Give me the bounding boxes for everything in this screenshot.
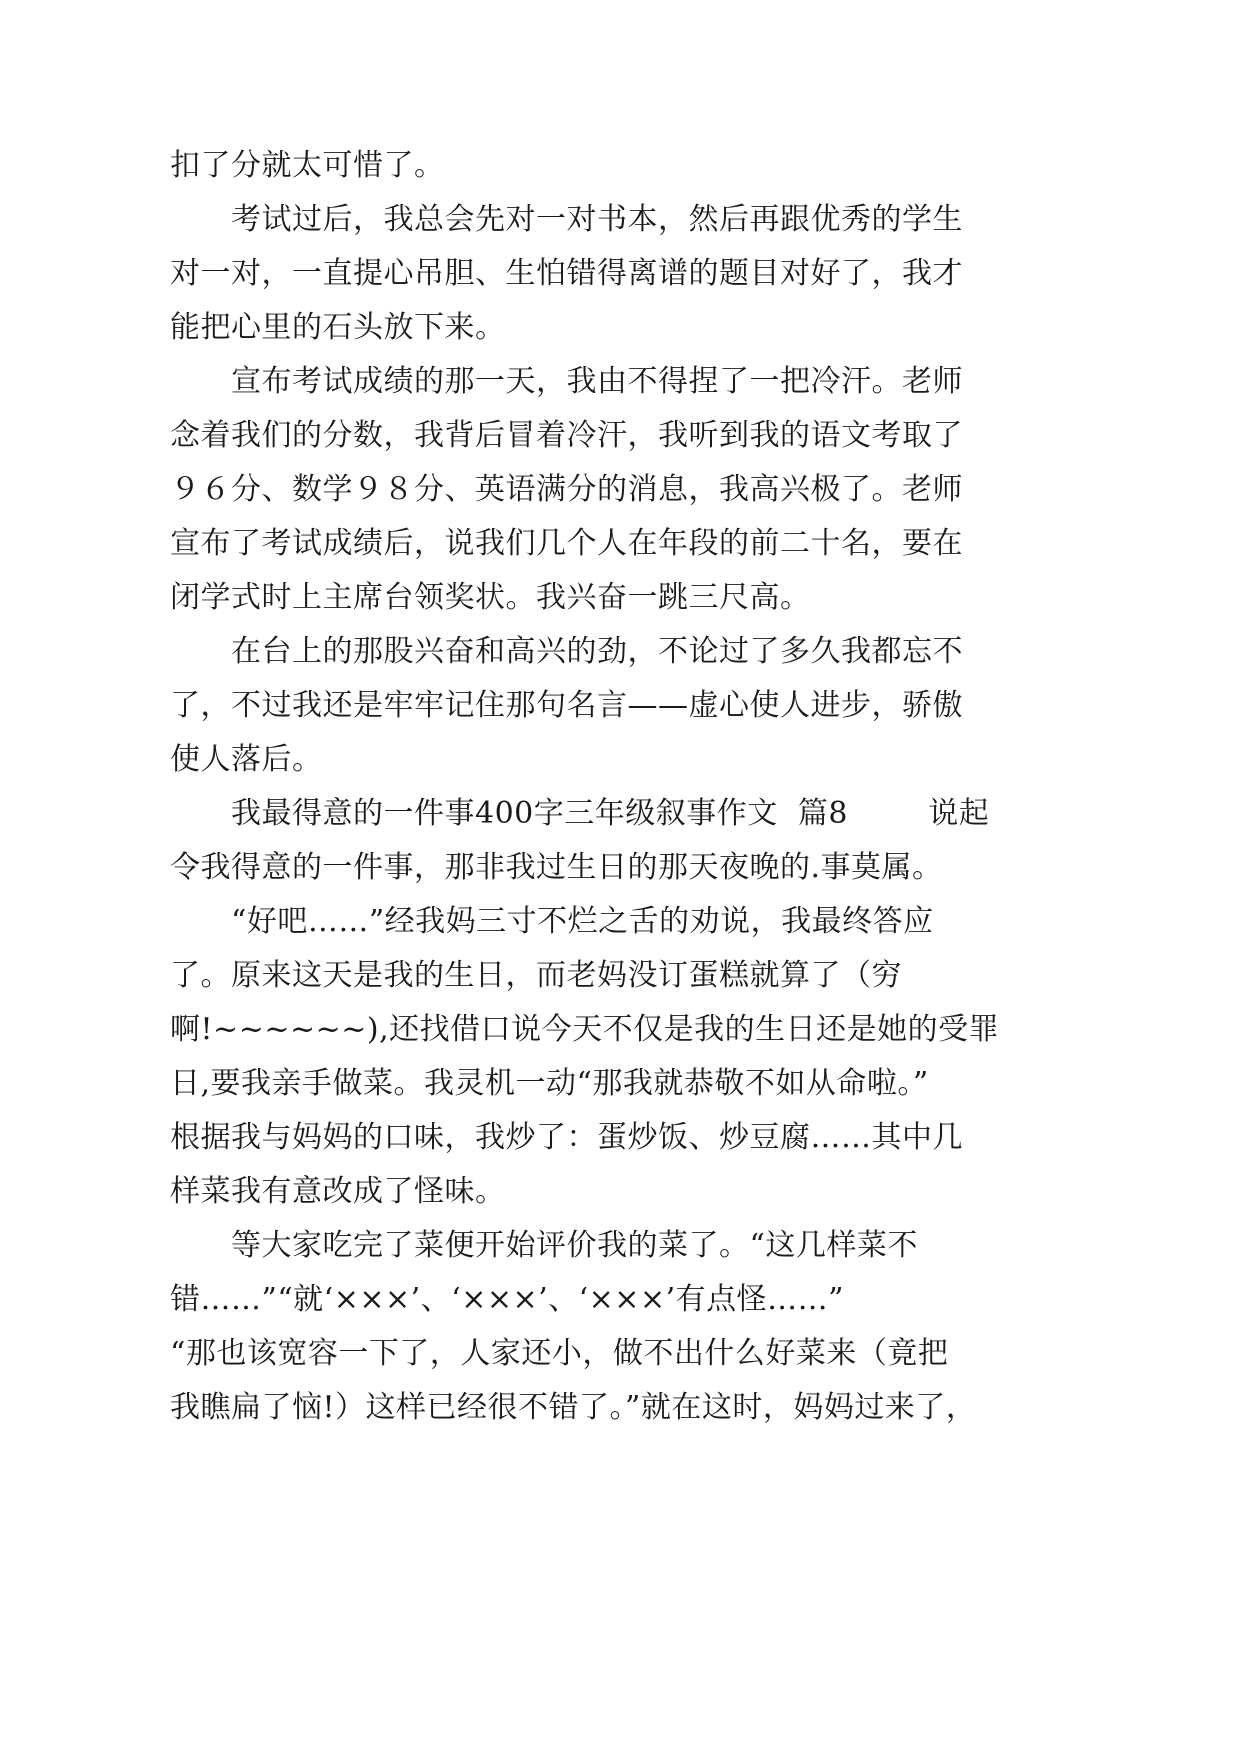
text-line: 啊!~~~~~~),还找借口说今天不仅是我的生日还是她的受罪 (170, 1012, 1000, 1047)
text-line: “好吧……”经我妈三寸不烂之舌的劝说，我最终答应 (231, 904, 934, 939)
text-line: 了。原来这天是我的生日，而老妈没订蛋糕就算了（穷 (170, 958, 902, 993)
text-line: 根据我与妈妈的口味，我炒了：蛋炒饭、炒豆腐……其中几 (170, 1120, 963, 1155)
text-line: 错……”“就‘×××’、‘×××’、‘×××’有点怪……” (170, 1282, 844, 1317)
text-line: 宣布了考试成绩后，说我们几个人在年段的前二十名，要在 (170, 526, 963, 561)
text-line: 了，不过我还是牢牢记住那句名言——虚心使人进步，骄傲 (170, 688, 963, 723)
text-line: 日,要我亲手做菜。我灵机一动“那我就恭敬不如从命啦。” (170, 1066, 929, 1101)
text-line: 宣布考试成绩的那一天，我由不得捏了一把冷汗。老师 (231, 364, 963, 399)
text-line: 对一对，一直提心吊胆、生怕错得离谱的题目对好了，我才 (170, 256, 963, 291)
text-line: 等大家吃完了菜便开始评价我的菜了。“这几样菜不 (231, 1228, 918, 1263)
text-line: 我最得意的一件事400字三年级叙事作文 篇8 说起 (231, 796, 990, 831)
text-line: 能把心里的石头放下来。 (170, 310, 506, 345)
text-line: 我瞧扁了恼!）这样已经很不错了。”就在这时，妈妈过来了， (170, 1390, 977, 1425)
text-line: “那也该宽容一下了，人家还小，做不出什么好菜来（竟把 (170, 1336, 949, 1371)
text-line: 令我得意的一件事，那非我过生日的那天夜晚的.事莫属。 (170, 850, 943, 885)
text-line: 扣了分就太可惜了。 (170, 148, 445, 183)
text-line: ９６分、数学９８分、英语满分的消息，我高兴极了。老师 (170, 472, 963, 507)
text-line: 闭学式时上主席台领奖状。我兴奋一跳三尺高。 (170, 580, 811, 615)
text-line: 在台上的那股兴奋和高兴的劲，不论过了多久我都忘不 (231, 634, 963, 669)
text-line: 考试过后，我总会先对一对书本，然后再跟优秀的学生 (231, 202, 963, 237)
text-line: 使人落后。 (170, 742, 323, 777)
text-line: 样菜我有意改成了怪味。 (170, 1174, 506, 1209)
text-line: 念着我们的分数，我背后冒着冷汗，我听到我的语文考取了 (170, 418, 963, 453)
